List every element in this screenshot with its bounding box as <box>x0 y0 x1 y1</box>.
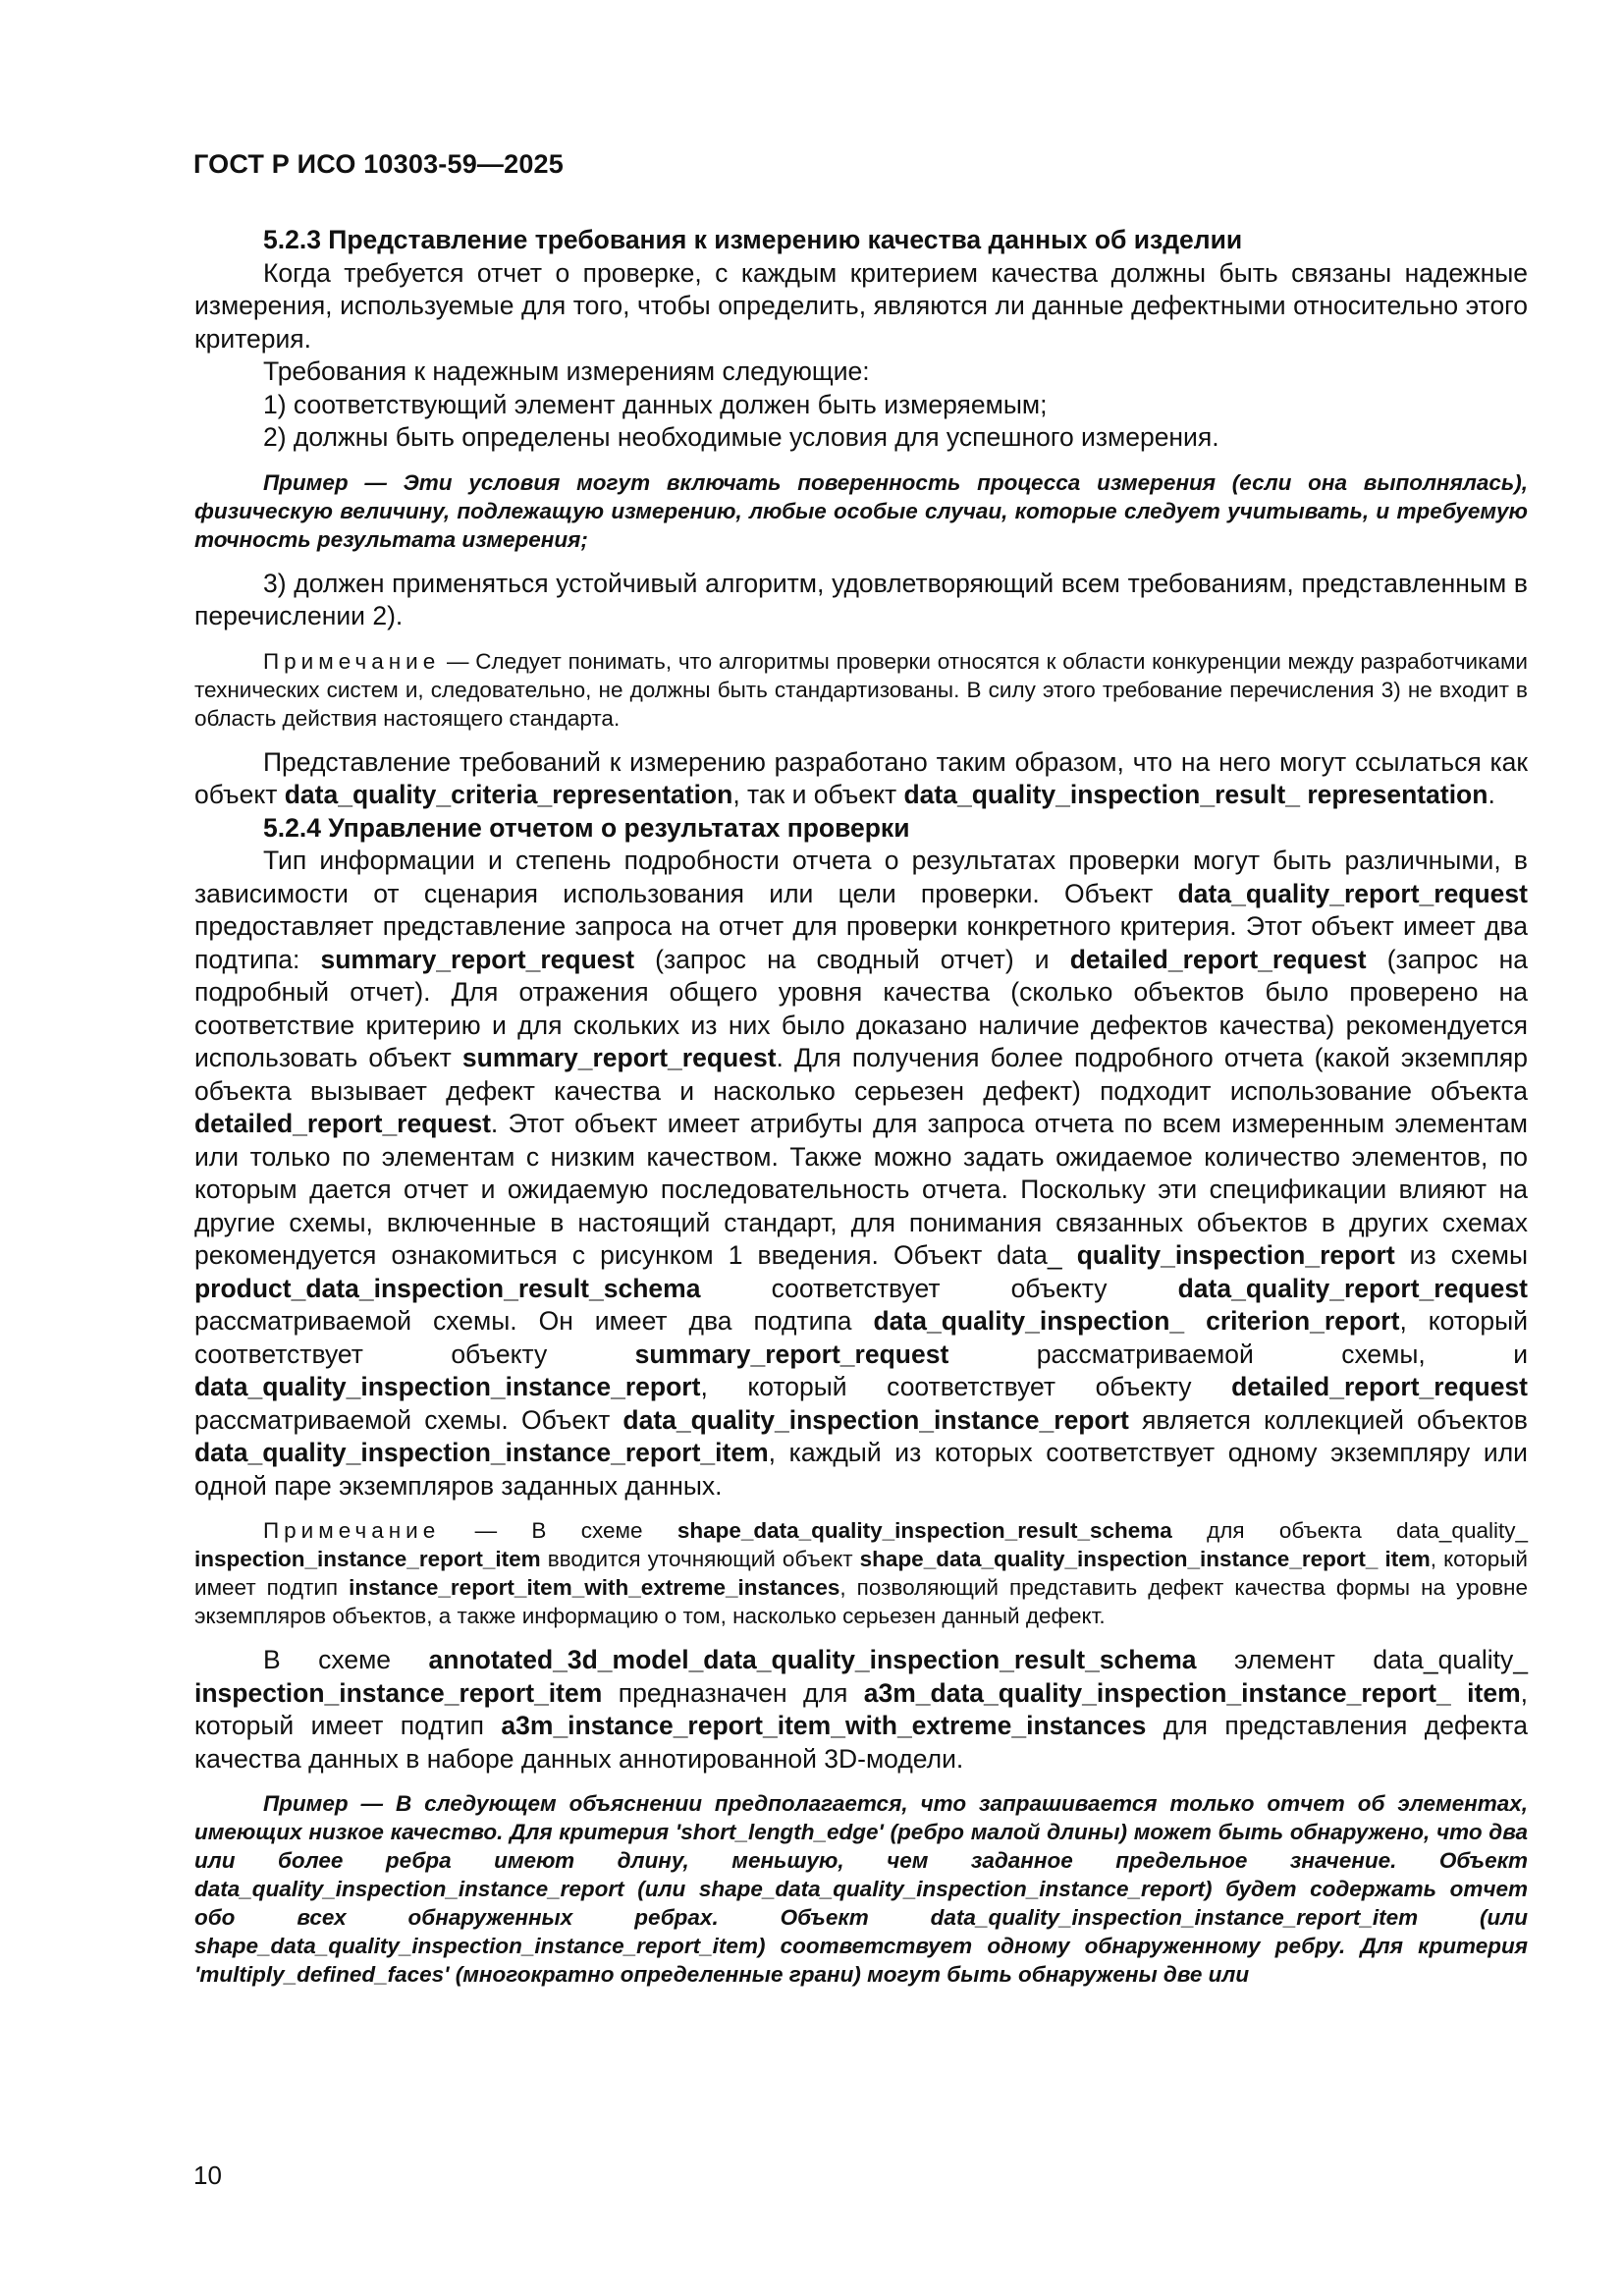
text-run: предназначен для <box>602 1677 864 1708</box>
text-run: , который соответствует объекту <box>194 1306 1528 1369</box>
entity-name: data_quality_inspection_instance_report <box>622 1404 1129 1435</box>
text-run: , который имеет подтип <box>194 1677 1529 1740</box>
note-label: Примечание <box>263 648 441 674</box>
entity-name: product_data_inspection_result_schema <box>194 1273 701 1303</box>
entity-name: summary_report_request <box>320 944 635 974</box>
text-run: рассматриваемой схемы, и <box>948 1339 1528 1369</box>
text-run: Тип информации и степень подробности отчета о результатах проверки могут быть различными, в зависимости от сценария использования или цели проверки. Объект <box>194 846 1528 908</box>
note-label: Примечание <box>263 1518 441 1543</box>
note-text: — Следует понимать, что алгоритмы проверки относятся к области конкуренции между разработчиками технических систем и, следовательно, не должны быть стандартизованы. В силу этого требование перечисления 3) не входит в область действия настоящего стандарта. <box>194 648 1528 731</box>
text-run: является коллекцией объектов <box>1128 1404 1528 1435</box>
text-run: Представление требований к измерению разработано таким образом, что на него могут ссылаться как объект <box>194 746 1528 809</box>
entity-name: data_quality_inspection_ criterion_report <box>873 1306 1400 1336</box>
text-run: для объекта data_quality_ <box>1171 1518 1528 1543</box>
list-item: 2) должны быть определены необходимые условия для успешного измерения. <box>263 422 1219 452</box>
section-heading-5-2-3: 5.2.3 Представление требования к измерению качества данных об изделии <box>263 225 1243 254</box>
entity-name: annotated_3d_model_data_quality_inspection_result_schema <box>428 1645 1197 1674</box>
text-run: . Этот объект имеет атрибуты для запроса отчета по всем измеренным элементам или только по элементам с низким качеством. Также можно задать ожидаемое количество элементов, по которым дается отчет и ожидаемую последовательность отчета. Поскольку эти спецификации влияют на другие схемы, включенные в настоящий стандарт, для понимания связанных объектов в других схемах рекомендуется ознакомиться с рисунком 1 введения. Объект data_ <box>194 1109 1528 1270</box>
text-run: вводится уточняющий объект <box>540 1547 860 1571</box>
text-run: из схемы <box>1394 1240 1528 1270</box>
page-content <box>194 224 1528 2002</box>
entity-name: data_quality_report_request <box>1177 1273 1528 1303</box>
entity-name: inspection_instance_report_item <box>194 1547 541 1571</box>
entity-name: shape_data_quality_inspection_instance_report_ item <box>859 1547 1431 1571</box>
entity-name: a3m_data_quality_inspection_instance_report_ item <box>863 1677 1521 1708</box>
entity-name: data_quality_inspection_instance_report <box>194 1372 701 1401</box>
text-run: , так и объект <box>732 780 904 809</box>
text-run: В схеме <box>263 1645 429 1674</box>
list-item: 3) должен применяться устойчивый алгоритм, удовлетворяющий всем требованиям, представленным в перечислении 2). <box>194 568 1528 630</box>
page-number: 10 <box>193 2160 222 2190</box>
entity-name: detailed_report_request <box>1069 944 1367 974</box>
text-run: . Для получения более подробного отчета (какой экземпляр объекта вызывает дефект качества и насколько серьезен дефект) подходит использование объекта <box>194 1043 1528 1106</box>
paragraph <box>194 746 1528 812</box>
entity-name: data_quality_inspection_instance_report_item <box>194 1438 769 1467</box>
note-block <box>194 1516 1528 1630</box>
text-run: , позволяющий представить дефект качества формы на уровне экземпляров объектов, а также информацию о том, насколько серьезен данный дефект. <box>194 1575 1528 1628</box>
entity-name: summary_report_request <box>461 1043 777 1072</box>
example-block: Пример — В следующем объяснении предполагается, что запрашивается только отчет об элементах, имеющих низкое качество. Для критерия 'short_length_edge' (ребро малой длины) может быть обнаружено, что два или более ребра имеют длину, меньшую, чем заданное предельное значение. Объект data_quality_inspection_instance_report (или shape_data_quality_inspection_instance_report) будет содержать отчет обо всех обнаруженных ребрах. Объект data_quality_inspection_instance_report_item (или shape_data_quality_inspection_instance_report_item) соответствует одному обнаруженному ребру. Для критерия 'multiply_defined_faces' (многократно определенные грани) могут быть обнаружены две или <box>194 1791 1528 1987</box>
entity-name: summary_report_request <box>634 1339 949 1369</box>
entity-name: data_quality_criteria_representation <box>284 780 733 809</box>
text-run: предоставляет представление запроса на отчет для проверки конкретного критерия. Этот объект имеет два подтипа: <box>194 911 1528 974</box>
text-run: . <box>1488 780 1495 809</box>
section-heading-5-2-4: 5.2.4 Управление отчетом о результатах проверки <box>263 812 910 843</box>
example-block: Пример — Эти условия могут включать поверенность процесса измерения (если она выполнялась), физическую величину, подлежащую измерению, любые особые случаи, которые следует учитывать, и требуемую точность результата измерения; <box>194 469 1528 552</box>
entity-name: detailed_report_request <box>194 1109 491 1138</box>
text-run: , который соответствует объекту <box>700 1372 1232 1401</box>
document-header: ГОСТ Р ИСО 10303-59—2025 <box>193 149 564 179</box>
text-run: (запрос на подробный отчет). Для отражения общего уровня качества (сколько объектов было проверено на соответствие критерию и для скольких из них было доказано наличие дефектов качества) рекомендуется использовать объект <box>194 944 1528 1072</box>
text-run: соответствует объекту <box>700 1273 1178 1303</box>
entity-name: data_quality_inspection_result_ representation <box>903 780 1488 809</box>
entity-name: instance_report_item_with_extreme_instances <box>349 1575 840 1600</box>
paragraph: Когда требуется отчет о проверке, с каждым критерием качества должны быть связаны надежные измерения, используемые для того, чтобы определить, являются ли данные дефектными относительно этого критерия. <box>194 257 1528 354</box>
note-block <box>194 647 1528 733</box>
paragraph: Требования к надежным измерениям следующие: <box>263 356 870 386</box>
text-run: элемент data_quality_ <box>1196 1645 1528 1674</box>
paragraph <box>194 845 1528 1503</box>
entity-name: inspection_instance_report_item <box>194 1677 603 1708</box>
text-run: (запрос на сводный отчет) и <box>634 944 1070 974</box>
list-item: 1) соответствующий элемент данных должен быть измеряемым; <box>263 389 1048 419</box>
text-run: рассматриваемой схемы. Объект <box>194 1404 623 1435</box>
paragraph <box>194 1644 1528 1776</box>
entity-name: data_quality_report_request <box>1177 878 1528 908</box>
entity-name: shape_data_quality_inspection_result_schema <box>676 1518 1172 1543</box>
text-run: — В схеме <box>440 1518 677 1543</box>
text-run: рассматриваемой схемы. Он имеет два подтипа <box>194 1306 874 1336</box>
entity-name: a3m_instance_report_item_with_extreme_instances <box>501 1711 1147 1740</box>
entity-name: quality_inspection_report <box>1076 1240 1395 1270</box>
text-run: для представления дефекта качества данных в наборе данных аннотированной 3D-модели. <box>194 1711 1528 1774</box>
text-run: , который имеет подтип <box>194 1547 1529 1600</box>
entity-name: detailed_report_request <box>1231 1372 1528 1401</box>
text-run: , каждый из которых соответствует одному экземпляру или одной паре экземпляров заданных данных. <box>194 1438 1528 1501</box>
